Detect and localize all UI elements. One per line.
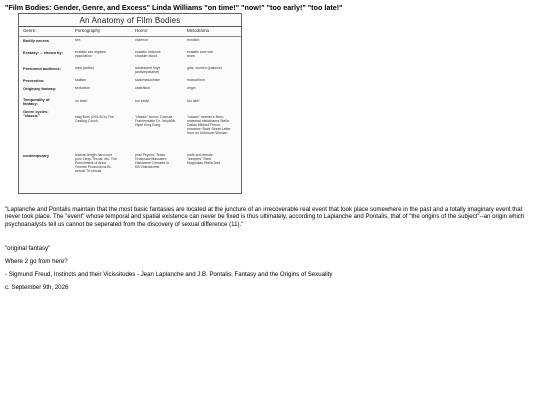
row-label-contemporary: contemporary [23, 153, 49, 158]
column-header-pornography: Pornography [75, 28, 101, 33]
table-cell: castration [135, 86, 151, 90]
date-line: c. September 9th, 2026 [5, 284, 69, 291]
table-cell: girls, women (passive) [187, 66, 222, 70]
sources-line: - Sigmund Freud, Instincts and their Vicissitudes - Jean Laplanche and J.B. Pontalis, Fantasy and the Origins of Sexuality [5, 271, 333, 278]
table-divider [19, 36, 241, 37]
row-label-ecstasy: Ecstasy: -- shown by: [23, 50, 63, 55]
row-label-perversion: Perversion: [23, 78, 45, 83]
column-header-horror: Horror [135, 28, 148, 33]
table-cell: violence [135, 38, 148, 42]
table-cell: emotion [187, 38, 200, 42]
table-cell: stag films (20's-40's) The Casting Couch [75, 115, 114, 123]
original-fantasy-phrase: "original fantasy" [5, 245, 51, 252]
table-cell: men (active) [75, 66, 95, 70]
row-label-originary-fantasy: Originary fantasy: [23, 86, 57, 91]
column-header-genre: Genre: [23, 28, 37, 33]
table-cell: ecstatic sex orgasm ejaculation [75, 50, 106, 58]
table-cell: too early! [135, 99, 150, 103]
laplanche-quote: "Laplanche and Pontalis maintain that the most basic fantasies are located at the juncture of an irrecoverable real event that took place somewhere in the past and a totally imaginary event that never took place. The "event" whose temporal and spatial existence can never be fixed is thus ultimately, according to Laplanche and Pontalis, that of "the origins of the subject"--an origin which psychoanalysts tell us cannot be seperated from the discovery of sexual difference (11)." [5, 206, 525, 228]
table-cell: post Psycho: Texas Chainsaw Massacre Halloween Dressed to Kill Videodrome [135, 153, 170, 169]
table-cell: ecstatic woe sob tears [187, 50, 213, 58]
row-label-bodily-excess: Bodily excess [23, 38, 49, 43]
table-cell: ecstatic violence shudder blood [135, 50, 161, 58]
table-cell: feature-length hard core porn Deep Throat, etc. The Punishment of Anne Femme Productions Bi-sexual Tri-sexual [75, 153, 117, 173]
column-header-melodrama: Melodrama [187, 28, 209, 33]
table-cell: origin [187, 86, 196, 90]
table-heading: An Anatomy of Film Bodies [79, 16, 181, 25]
row-label-genre-cycles: Genre cycles: "classic" [23, 109, 49, 119]
table-cell: sadomasochism [135, 78, 161, 82]
table-divider [19, 26, 241, 27]
table-cell: too late! [187, 99, 200, 103]
table-cell: male and female "weepies" Steel Magnolias Stella Dad [187, 153, 221, 165]
table-cell: sadism [75, 78, 87, 82]
page-title: "Film Bodies: Gender, Genre, and Excess" Linda Williams "on time!" "now!" "too early!" "too late!" [5, 3, 343, 12]
table-cell: "classic" horror: Dracula Frankenstein Dr. Jekyll/Mr. Hyde King Kong [135, 115, 177, 127]
question-line: Where 2 go from here? [5, 258, 68, 265]
row-label-presumed-audience: Presumed audience: [23, 66, 62, 71]
table-cell: "classic" women's films: maternal melodrama Stella Dallas Mildred Pierce romance: Back Street Letter from an Unknown Woman [187, 115, 231, 135]
table-cell: on time! [75, 99, 88, 103]
anatomy-table-image [18, 13, 242, 194]
table-cell: sex [75, 38, 81, 42]
table-cell: adolescent boys (active/passive) [135, 66, 161, 74]
table-cell: seduction [75, 86, 90, 90]
table-cell: masochism [187, 78, 205, 82]
row-label-temporality: Temporality of fantasy: [23, 97, 50, 107]
